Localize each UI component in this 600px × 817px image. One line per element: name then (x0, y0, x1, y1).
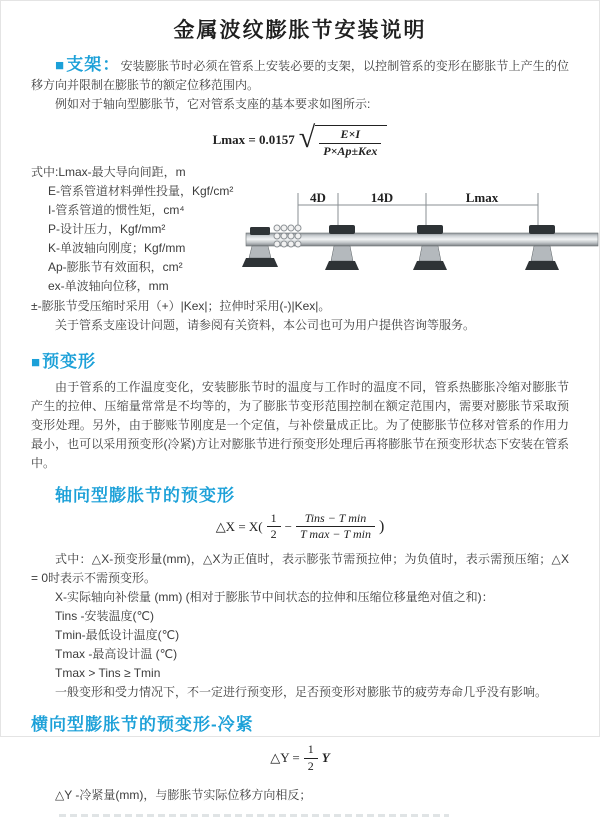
guide-support (413, 225, 447, 270)
page-content (1, 55, 599, 817)
blue-square-bullet-icon: ■ (31, 353, 42, 371)
definition-line: E-管系管道材料弹性投量，Kgf/cm² (48, 183, 234, 198)
temperature-fraction: $\frac{\text{Tins − T min}}{\text{T max − T min}}$ (296, 512, 375, 543)
lmax-formula (31, 122, 569, 159)
blue-square-bullet-icon: ■ (55, 57, 66, 74)
axial-formula-close: ) (378, 517, 385, 535)
definition-line: 式中:Lmax-最大导向间距，m (31, 164, 186, 179)
support-intro-text: 安装膨胀节时必须在管系上安装必要的支架，以控制管系的变形在膨胀节上产生的位移方向并限制在膨胀节的额定位移范围内。 (31, 59, 569, 92)
radical-symbol: √ (298, 121, 316, 154)
definition-line: P-设计压力，Kgf/mm² (48, 221, 166, 236)
page-title: 金属波纹膨胀节安装说明 (173, 19, 427, 42)
lateral-formula-lhs: △Y = (270, 750, 300, 766)
pre-deform-section-heading: ■预变形 (31, 351, 97, 371)
lmax-fraction (319, 128, 381, 159)
guide-support (325, 225, 359, 270)
axial-note-line: Tmax > Tins ≥ Tmin (55, 666, 161, 681)
guide-support (525, 225, 559, 270)
dim-label-14d: 14D (370, 189, 394, 205)
definition-line: I-管系管道的惯性矩，cm⁴ (48, 202, 185, 217)
lateral-formula-rhs: Y (321, 750, 330, 766)
support-intro-paragraph (31, 55, 569, 95)
dim-label-4d: 4D (310, 189, 326, 205)
definitions-and-diagram (31, 163, 569, 297)
sqrt-radical (299, 122, 388, 159)
lateral-formula (31, 743, 569, 774)
axial-note-line: 一般变形和受力情况下，不一定进行预变形，足否预变形对膨胀节的疲劳寿命几乎没有影响。 (55, 685, 548, 700)
lmax-denominator: P×Ap±Kex (323, 143, 378, 158)
axial-notes (31, 550, 569, 702)
one-half-fraction: $\frac{1}{2}$ (267, 512, 281, 543)
definition-line: K-单波轴向刚度；Kgf/mm (48, 240, 186, 255)
one-half-fraction: $\frac{1}{2}$ (304, 743, 318, 774)
axial-note-line: Tins -安装温度(℃) (55, 609, 155, 624)
definition-line: ex-单波轴向位移，mm (48, 278, 169, 293)
definition-line: Ap-膨胀节有效面积，cm² (48, 259, 183, 274)
axial-note-line: 式中：△X-预变形量(mm)，△X为正值时，表示膨张节需预拉伸；为负值时，表示需预压缩；△X = 0时表示不需预变形。 (31, 552, 569, 586)
axial-formula (31, 512, 569, 543)
support-example-line: 例如对于轴向型膨胀节，它对管系支座的基本要求如图所示: (55, 97, 371, 111)
axial-subsection-heading: 轴向型膨胀节的预变形 (55, 485, 235, 505)
axial-note-line: X-实际轴向补偿量 (mm) (相对于膨胀节中间状态的拉伸和压缩位移量绝对值之和)： (55, 590, 494, 605)
lateral-note-line: △Y -冷紧量(mm)，与膨胀节实际位移方向相反； (55, 787, 312, 802)
axial-formula-lhs: △X = X( (215, 518, 263, 534)
pipe-support-diagram (246, 189, 598, 291)
support-section-heading: ■支架： (55, 55, 121, 74)
pre-deform-paragraph: 由于管系的工作温度变化，安装膨胀节时的温度与工作时的温度不同，管系热膨胀冷缩对膨胀节产生的拉伸、压缩量常常是不均等的，为了膨胀节变形范围控制在额定范围内，需要对膨胀节采取预变形处理。另外，由于膨账节刚度是一个定值，与补偿量成正比。为了使膨胀节位移对管系的作用力最小，也可以采用预变形(冷紧)方让对膨胀节进行预变形处理后再将膨胀节在预变形状态下安装在管系中。 (31, 379, 569, 470)
axial-note-line: Tmin-最低设计温度(℃) (55, 628, 180, 643)
consult-note: 关于管系支座设计问题，请参阅有关资料，本公司也可为用户提供咨询等服务。 (55, 317, 476, 332)
dim-label-lmax: Lmax (465, 189, 499, 205)
lmax-formula-lhs: Lmax = 0.0157 (212, 132, 295, 148)
minus-sign: − (284, 518, 292, 534)
clipped-text-line (59, 814, 449, 817)
axial-note-line: Tmax -最高设计温 (℃) (55, 647, 178, 662)
plus-minus-note: ±-膨胀节受压缩时采用（+）|Kex|；拉伸时采用(-)|Kex|。 (31, 298, 331, 313)
lateral-subsection-heading: 横向型膨胀节的预变形-冷紧 (31, 715, 254, 735)
lmax-numerator: E×I (319, 128, 381, 144)
